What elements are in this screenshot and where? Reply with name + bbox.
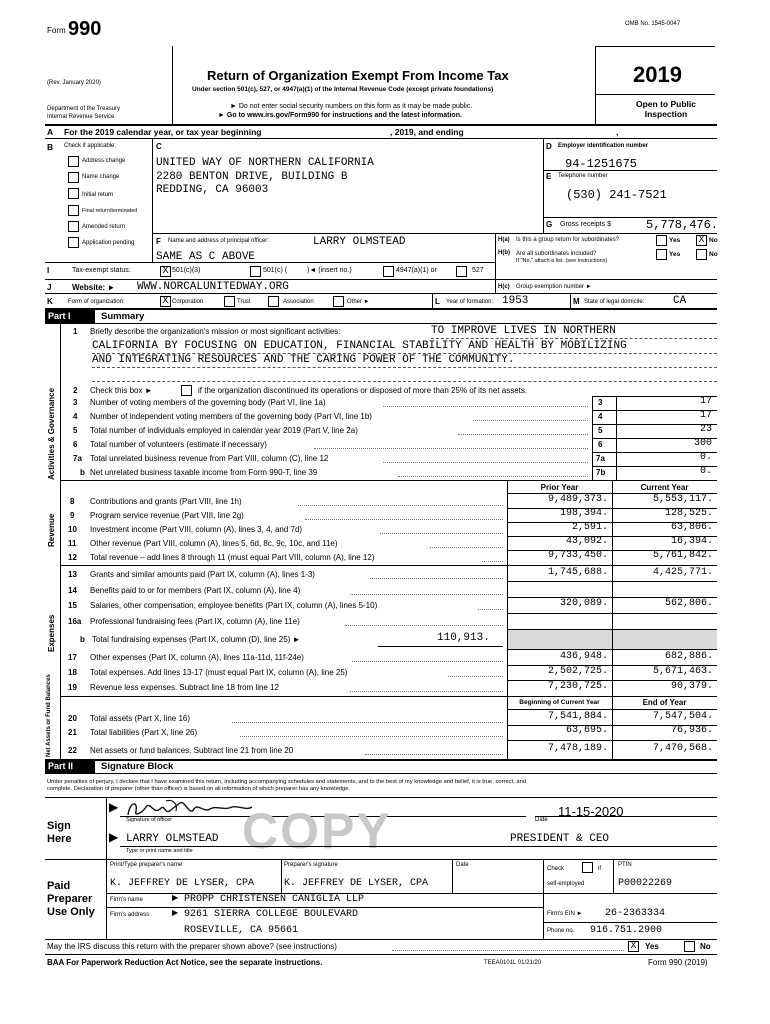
- 501c-label: 501(c) (: [263, 267, 288, 274]
- form-title: Return of Organization Exempt From Income Tax: [207, 68, 509, 83]
- firm-name-label: Firm's name: [110, 897, 143, 903]
- website-label: Website: ►: [72, 283, 116, 292]
- line-6-value: 300: [693, 438, 712, 449]
- dept-treasury: Department of the Treasury: [47, 106, 121, 112]
- preparer-phone: 916.751.2900: [590, 925, 663, 936]
- line-j-label: J: [47, 283, 52, 292]
- preparer-name: K. JEFFREY DE LYSER, CPA: [110, 878, 255, 889]
- address-change-checkbox[interactable]: [68, 156, 79, 167]
- line-19-number: 19: [68, 683, 77, 692]
- line-12-prior: 9,733,450.: [547, 550, 608, 561]
- line-i-label: I: [47, 266, 50, 275]
- firm-address-line-2: ROSEVILLE, CA 95661: [184, 925, 299, 936]
- sign-date-label: Date: [535, 817, 548, 823]
- principal-officer-label: Name and address of principal officer:: [168, 238, 269, 244]
- application-pending-checkbox[interactable]: [68, 237, 79, 248]
- line-7b-value: 0.: [699, 466, 712, 477]
- open-public-2: Inspection: [644, 109, 688, 119]
- line-13-prior: 1,745,688.: [547, 567, 608, 578]
- discuss-no-checkbox[interactable]: [684, 941, 695, 952]
- name-change-checkbox[interactable]: [68, 172, 79, 183]
- preparer-label: Preparer: [47, 893, 93, 905]
- line-6-text: Total number of volunteers (estimate if necessary): [90, 440, 267, 449]
- 4947-checkbox[interactable]: [383, 266, 394, 277]
- type-name-title-label: Type or print name and title: [126, 848, 193, 854]
- line-f-label: F: [156, 237, 161, 246]
- form-reference: Form 990 (2019): [648, 958, 708, 967]
- discuss-question: May the IRS discuss this return with the preparer shown above? (see instructions): [47, 942, 337, 951]
- preparer-name-header: Print/Type preparer's name: [110, 862, 183, 868]
- line-16a-text: Professional fundraising fees (Part IX, column (A), line 11e): [90, 617, 300, 626]
- preparer-sig-header: Preparer's signature: [284, 862, 338, 868]
- amended-return-label: Amended return: [82, 224, 126, 230]
- website-value[interactable]: WWW.NORCALUNITEDWAY.ORG: [137, 281, 289, 293]
- here-label: Here: [47, 833, 72, 845]
- form-code: TEEA0101L 01/21/20: [484, 960, 542, 966]
- form-subtitle: Under section 501(c), 527, or 4947(a)(1) of the Internal Revenue Code (except private foundations): [192, 86, 494, 93]
- org-name: UNITED WAY OF NORTHERN CALIFORNIA: [156, 157, 374, 169]
- line-2-text-a: Check this box ►: [90, 386, 153, 395]
- line-3-text: Number of voting members of the governing body (Part VI, line 1a): [90, 398, 326, 407]
- tax-exempt-label: Tax-exempt status:: [72, 267, 131, 274]
- line-12-number: 12: [68, 553, 77, 562]
- line-21-current: 76,936.: [670, 725, 713, 736]
- line-16a-number: 16a: [68, 617, 82, 626]
- other-org-label: Other ►: [347, 299, 370, 305]
- line-17-current: 682,886.: [664, 651, 713, 662]
- org-city: REDDING, CA 96003: [156, 184, 269, 196]
- line-3-number: 3: [73, 398, 78, 407]
- amended-return-checkbox[interactable]: [68, 221, 79, 232]
- hc-text: Group exemption number ►: [516, 284, 592, 290]
- line-10-number: 10: [68, 525, 77, 534]
- signer-title: PRESIDENT & CEO: [510, 833, 610, 845]
- line-2-number: 2: [73, 386, 78, 395]
- line-7b-box: 7b: [596, 468, 606, 477]
- ssn-note: ► Do not enter social security numbers on this form as it may be made public.: [230, 103, 473, 110]
- line-22-current: 7,470,568.: [652, 743, 713, 754]
- other-org-checkbox[interactable]: [333, 296, 344, 307]
- perjury-text-1: Under penalties of perjury, I declare that I have examined this return, including accompanying schedules and statements, and to the best of my knowledge and belief, it is true, correct, and: [47, 779, 527, 785]
- hb-no-checkbox[interactable]: [696, 249, 707, 260]
- org-address: 2280 BENTON DRIVE, BUILDING B: [156, 171, 348, 183]
- line-18-text: Total expenses. Add lines 13-17 (must equal Part IX, column (A), line 25): [90, 668, 348, 677]
- line-21-text: Total liabilities (Part X, line 26): [90, 728, 198, 737]
- line-8-current: 5,553,117.: [652, 494, 713, 505]
- ha-yes-checkbox[interactable]: [656, 235, 667, 246]
- firm-ein-label: Firm's EIN ►: [547, 911, 583, 917]
- line-7a-text: Total unrelated business revenue from Part VIII, column (C), line 12: [90, 454, 329, 463]
- signature-officer-label: Signature of officer: [126, 817, 173, 823]
- line-9-number: 9: [70, 511, 75, 520]
- line-20-prior: 7,541,884.: [547, 711, 608, 722]
- line-a-comma: ,: [616, 127, 619, 137]
- check-applicable: Check if applicable:: [64, 143, 117, 149]
- perjury-text-2: complete. Declaration of preparer (other than officer) is based on all information of which preparer has any knowledge.: [47, 786, 351, 792]
- line-6-box: 6: [598, 440, 603, 449]
- hb-text: Are all subordinates included?: [516, 251, 597, 257]
- irs-link-note[interactable]: ► Go to www.irs.gov/Form990 for instructions and the latest information.: [218, 112, 462, 119]
- ein-label: Employer identification number: [558, 143, 649, 149]
- line-1-text: Briefly describe the organization's mission or most significant activities:: [90, 327, 341, 336]
- col-prior-year: Prior Year: [540, 483, 579, 492]
- application-pending-label: Application pending: [82, 240, 135, 246]
- preparer-date-header: Date: [456, 862, 469, 868]
- line-9-current: 128,525.: [664, 508, 713, 519]
- gross-receipts-value: 5,778,476.: [646, 218, 719, 232]
- discuss-no-label: No: [700, 942, 711, 951]
- firm-ein-value: 26-2363334: [605, 908, 666, 919]
- line-22-number: 22: [68, 746, 77, 755]
- firm-address-line-1: 9261 SIERRA COLLEGE BOULEVARD: [184, 909, 359, 920]
- 527-label: 527: [472, 267, 484, 274]
- line-8-text: Contributions and grants (Part VIII, line 1h): [90, 497, 242, 506]
- telephone-value: (530) 241-7521: [566, 188, 667, 202]
- line-9-text: Program service revenue (Part VIII, line 2g): [90, 511, 244, 520]
- form-word: Form: [47, 26, 66, 35]
- tax-year: 2019: [633, 62, 682, 87]
- line-15-number: 15: [68, 601, 77, 610]
- discuss-yes-label: Yes: [645, 942, 659, 951]
- line-4-box: 4: [598, 412, 603, 421]
- line-17-prior: 436,948.: [559, 651, 608, 662]
- side-label-expenses: Expenses: [47, 614, 56, 652]
- line-7a-value: 0.: [699, 452, 712, 463]
- principal-officer-name: LARRY OLMSTEAD: [313, 236, 406, 248]
- line-4-value: 17: [699, 410, 712, 421]
- type-arrow-icon: ▶: [109, 830, 119, 844]
- initial-return-label: Initial return: [82, 192, 114, 198]
- part2-label: Part II: [45, 760, 95, 773]
- baa-notice: BAA For Paperwork Reduction Act Notice, see the separate instructions.: [47, 958, 323, 967]
- side-label-revenue: Revenue: [47, 513, 56, 547]
- ha-label: H(a): [498, 237, 510, 243]
- phone-no-label: Phone no.: [547, 928, 575, 934]
- hb-yes-label: Yes: [669, 251, 681, 258]
- name-change-label: Name change: [82, 174, 120, 180]
- address-change-label: Address change: [82, 158, 126, 164]
- line-13-text: Grants and similar amounts paid (Part IX, column (A), lines 1-3): [90, 570, 315, 579]
- association-label: Association: [283, 299, 314, 305]
- line-1-number: 1: [73, 327, 78, 336]
- line-21-prior: 63,695.: [565, 725, 608, 736]
- association-checkbox[interactable]: [268, 296, 279, 307]
- self-employed-label: self-employed: [547, 881, 585, 887]
- line-15-current: 562,806.: [664, 598, 713, 609]
- line-20-current: 7,547,504.: [652, 711, 713, 722]
- line-5-box: 5: [598, 426, 603, 435]
- check-header: Check: [547, 866, 565, 872]
- 4947-label: 4947(a)(1) or: [396, 267, 437, 274]
- line-a-label: A: [47, 127, 54, 137]
- line-8-prior: 9,489,373.: [547, 494, 608, 505]
- line-21-number: 21: [68, 728, 77, 737]
- line-b-label: B: [47, 142, 54, 152]
- firm-name-arrow-icon: ▶: [172, 893, 179, 902]
- line-7a-number: 7a: [73, 454, 82, 463]
- discontinued-checkbox[interactable]: [181, 385, 192, 396]
- line-20-number: 20: [68, 714, 77, 723]
- line-g-label: G: [546, 220, 553, 229]
- ha-no-label: No: [709, 237, 718, 244]
- line-10-prior: 2,591.: [571, 522, 608, 533]
- 501c-insert-label: )◄ (insert no.): [307, 267, 352, 274]
- discuss-yes-checkbox[interactable]: X: [628, 941, 639, 952]
- line-l-label: L: [435, 297, 440, 306]
- copy-watermark: COPY: [242, 803, 392, 859]
- hb-label: H(b): [498, 250, 510, 256]
- line-7a-box: 7a: [596, 454, 605, 463]
- line-4-text: Number of independent voting members of the governing body (Part VI, line 1b): [90, 412, 372, 421]
- line-5-text: Total number of individuals employed in calendar year 2019 (Part V, line 2a): [90, 426, 358, 435]
- 501c3-checkbox[interactable]: X: [160, 266, 171, 277]
- line-13-number: 13: [68, 570, 77, 579]
- ptin-value: P00022269: [618, 878, 673, 889]
- line-5-value: 23: [699, 424, 712, 435]
- line-8-number: 8: [70, 497, 75, 506]
- final-return-checkbox[interactable]: [68, 205, 79, 216]
- line-14-text: Benefits paid to or for members (Part IX, column (A), line 4): [90, 586, 301, 595]
- if-label: if: [598, 866, 601, 872]
- 501c3-label: 501(c)(3): [172, 267, 201, 274]
- trust-checkbox[interactable]: [224, 296, 235, 307]
- initial-return-checkbox[interactable]: [68, 188, 79, 199]
- hb-no-label: No: [709, 251, 718, 258]
- sign-label: Sign: [47, 820, 71, 832]
- line-10-current: 63,806.: [670, 522, 713, 533]
- line-16b-value: 110,913.: [437, 632, 490, 644]
- firm-name: PROPP CHRISTENSEN CANIGLIA LLP: [184, 894, 365, 905]
- line-19-current: 90,379.: [670, 681, 713, 692]
- line-9-prior: 198,394.: [559, 508, 608, 519]
- mission-line-3: AND INTEGRATING RESOURCES AND THE CARING POWER OF THE COMMUNITY.: [92, 354, 515, 366]
- line-12-current: 5,761,842.: [652, 550, 713, 561]
- line-10-text: Investment income (Part VIII, column (A), lines 3, 4, and 7d): [90, 525, 303, 534]
- line-6-number: 6: [73, 440, 78, 449]
- part1-label: Part I: [45, 310, 95, 323]
- line-2-text-b: if the organization discontinued its operations or disposed of more than 25% of its net assets.: [198, 386, 528, 395]
- line-m-label: M: [573, 297, 580, 306]
- line-22-prior: 7,478,189.: [547, 743, 608, 754]
- ha-yes-label: Yes: [669, 237, 681, 244]
- line-11-current: 16,394.: [670, 536, 713, 547]
- line-18-prior: 2,502,725.: [547, 666, 608, 677]
- final-return-label: Final return/terminated: [82, 208, 138, 214]
- line-11-number: 11: [68, 539, 77, 548]
- 527-checkbox[interactable]: [456, 266, 467, 277]
- use-only-label: Use Only: [47, 906, 95, 918]
- mission-line-1: TO IMPROVE LIVES IN NORTHERN: [431, 325, 616, 337]
- form-of-org-label: Form of organization:: [68, 299, 125, 305]
- line-18-number: 18: [68, 668, 77, 677]
- self-employed-checkbox[interactable]: [582, 862, 593, 873]
- part2-title: Signature Block: [101, 761, 174, 772]
- line-c-label: C: [156, 142, 162, 151]
- signer-name: LARRY OLMSTEAD: [126, 833, 219, 845]
- open-public-1: Open to Public: [636, 99, 696, 109]
- gross-receipts-label: Gross receipts $: [560, 221, 611, 228]
- line-a-ending: , 2019, and ending: [390, 127, 464, 137]
- line-3-value: 17: [699, 396, 712, 407]
- corporation-label: Corporation: [172, 299, 204, 305]
- line-20-text: Total assets (Part X, line 16): [90, 714, 191, 723]
- line-13-current: 4,425,771.: [652, 567, 713, 578]
- hb-yes-checkbox[interactable]: [656, 249, 667, 260]
- side-label-net-assets: Net Assets or Fund Balances: [46, 674, 52, 757]
- line-17-text: Other expenses (Part IX, column (A), lines 11a-11d, 11f-24e): [90, 653, 304, 662]
- state-domicile-label: State of legal domicile:: [584, 299, 645, 305]
- ein-value: 94-1251675: [565, 157, 638, 171]
- line-15-prior: 320,089.: [559, 598, 608, 609]
- trust-label: Trust: [237, 299, 251, 305]
- line-11-text: Other revenue (Part VIII, column (A), lines 5, 6d, 8c, 9c, 10c, and 11e): [90, 539, 338, 548]
- line-18-current: 5,671,463.: [652, 666, 713, 677]
- paid-label: Paid: [47, 880, 71, 892]
- ha-text: Is this a group return for subordinates?: [516, 237, 620, 243]
- line-k-label: K: [47, 297, 53, 306]
- officer-address: SAME AS C ABOVE: [156, 251, 256, 263]
- firm-address-arrow-icon: ▶: [172, 908, 179, 917]
- line-19-text: Revenue less expenses. Subtract line 18 from line 12: [90, 683, 279, 692]
- line-a-text: For the 2019 calendar year, or tax year beginning: [64, 127, 262, 137]
- line-3-box: 3: [598, 398, 603, 407]
- line-16b-number: b: [80, 635, 85, 644]
- side-label-governance: Activities & Governance: [47, 387, 56, 480]
- line-12-text: Total revenue – add lines 8 through 11 (must equal Part VIII, column (A), line 12): [90, 553, 375, 562]
- line-16b-text: Total fundraising expenses (Part IX, column (D), line 25) ►: [92, 635, 301, 644]
- preparer-signature: K. JEFFREY DE LYSER, CPA: [284, 878, 429, 889]
- line-e-label: E: [546, 172, 552, 181]
- form-number: 990: [68, 18, 102, 40]
- 501c-checkbox[interactable]: [250, 266, 261, 277]
- omb-number: OMB No. 1545-0047: [625, 21, 681, 27]
- hb-note: If "No," attach a list. (see instructions): [516, 258, 608, 264]
- col-end-year: End of Year: [642, 698, 687, 707]
- line-7b-number: b: [80, 468, 85, 477]
- sign-date-value: 11-15-2020: [558, 804, 624, 819]
- state-domicile-value: CA: [673, 295, 687, 307]
- line-17-number: 17: [68, 653, 77, 662]
- line-4-number: 4: [73, 412, 78, 421]
- line-22-text: Net assets or fund balances. Subtract line 21 from line 20: [90, 746, 294, 755]
- ha-no-checkbox[interactable]: X: [696, 235, 707, 246]
- sign-arrow-icon: ▶: [109, 800, 119, 814]
- line-7b-text: Net unrelated business taxable income from Form 990-T, line 39: [90, 468, 318, 477]
- corporation-checkbox[interactable]: X: [160, 296, 171, 307]
- line-d-label: D: [546, 142, 552, 151]
- rev-date: (Rev. January 2020): [47, 80, 101, 86]
- col-current-year: Current Year: [640, 483, 689, 492]
- line-14-number: 14: [68, 586, 77, 595]
- irs-label: Internal Revenue Service: [47, 114, 115, 120]
- telephone-label: Telephone number: [558, 173, 608, 179]
- year-formation-label: Year of formation:: [446, 299, 494, 305]
- line-19-prior: 7,230,725.: [547, 681, 608, 692]
- line-5-number: 5: [73, 426, 78, 435]
- ptin-header: PTIN: [618, 862, 632, 868]
- firm-address-label: Firm's address: [110, 912, 150, 918]
- hc-label: H(c): [498, 284, 510, 290]
- line-15-text: Salaries, other compensation, employee benefits (Part IX, column (A), lines 5-10): [90, 601, 378, 610]
- line-11-prior: 43,092.: [565, 536, 608, 547]
- col-beginning-year: Beginning of Current Year: [519, 699, 600, 706]
- mission-line-2: CALIFORNIA BY FOCUSING ON EDUCATION, FINANCIAL STABILITY AND HEALTH BY MOBILIZING: [92, 340, 627, 352]
- part1-title: Summary: [101, 311, 145, 322]
- year-formation-value: 1953: [502, 295, 529, 307]
